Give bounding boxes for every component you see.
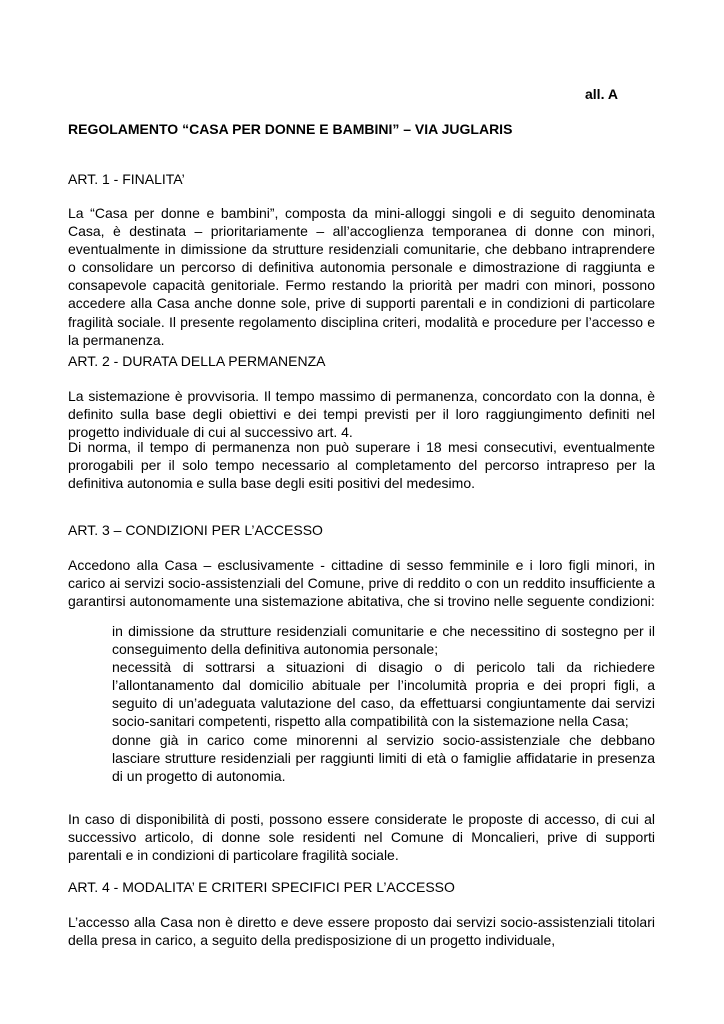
art4-heading: ART. 4 - MODALITA’ E CRITERI SPECIFICI PER L’ACCESSO [68, 879, 455, 895]
list-item: in dimissione da strutture residenziali comunitarie e che necessitino di sostegno per il conseguimento della definitiva autonomia personale; [112, 623, 655, 658]
document-title: REGOLAMENTO “CASA PER DONNE E BAMBINI” – VIA JUGLARIS [68, 121, 513, 137]
art1-paragraph: La “Casa per donne e bambini”, composta da mini-alloggi singoli e di seguito denominata Casa, è destinata – prioritariamente – all’accoglienza temporanea di donne con minori, eventualmente in dimissione da strutture residenziali comunitarie, che debbano intraprendere o consolidare un percorso di definitiva autonomia personale e dimostrazione di raggiunta e consapevole capacità genitoriale. Fermo restando la priorità per madri con minori, possono accedere alla Casa anche donne sole, prive di supporti parentali e in condizioni di particolare fragilità sociale. Il presente regolamento disciplina criteri, modalità e procedure per l’accesso e la permanenza. [68, 205, 655, 348]
art3-heading: ART. 3 – CONDIZIONI PER L’ACCESSO [68, 522, 323, 538]
art1-heading: ART. 1 - FINALITA’ [68, 171, 185, 187]
art2-heading: ART. 2 - DURATA DELLA PERMANENZA [68, 353, 326, 369]
art3-closing: In caso di disponibilità di posti, possono essere considerate le proposte di accesso, di cui al successivo articolo, di donne sole residenti nel Comune di Moncalieri, prive di supporti parentali e in condizioni di particolare fragilità sociale. [68, 811, 655, 864]
list-item: donne già in carico come minorenni al servizio socio-assistenziale che debbano lasciare strutture residenziali per raggiunti limiti di età o famiglie affidatarie in presenza di un progetto di autonomia. [112, 731, 655, 784]
art3-intro: Accedono alla Casa – esclusivamente - cittadine di sesso femminile e i loro figli minori, in carico ai servizi socio-assistenziali del Comune, prive di reddito o con un reddito insufficiente a garantirsi autonomamente una sistemazione abitativa, che si trovino nelle seguente condizioni: [68, 557, 655, 610]
art4-paragraph: L’accesso alla Casa non è diretto e deve essere proposto dai servizi socio-assistenziali titolari della presa in carico, a seguito della predisposizione di un progetto individuale, [68, 914, 655, 949]
list-item: necessità di sottrarsi a situazioni di disagio o di pericolo tali da richiedere l’allontanamento dal domicilio abituale per l’incolumità propria e dei propri figli, a seguito di un’adeguata valutazione del caso, da effettuarsi congiuntamente dai servizi socio-sanitari competenti, rispetto alla compatibilità con la sistemazione nella Casa; [112, 659, 655, 730]
art3-conditions-list [68, 622, 655, 785]
attachment-label: all. A [585, 86, 618, 102]
art2-paragraph-2: Di norma, il tempo di permanenza non può superare i 18 mesi consecutivi, eventualmente prorogabili per il solo tempo necessario al completamento del percorso intrapreso per la definitiva autonomia e sulla base degli esiti positivi del medesimo. [68, 439, 655, 492]
art2-paragraph-1: La sistemazione è provvisoria. Il tempo massimo di permanenza, concordato con la donna, è definito sulla base degli obiettivi e dei tempi previsti per il loro raggiungimento definiti nel progetto individuale di cui al successivo art. 4. [68, 388, 655, 441]
